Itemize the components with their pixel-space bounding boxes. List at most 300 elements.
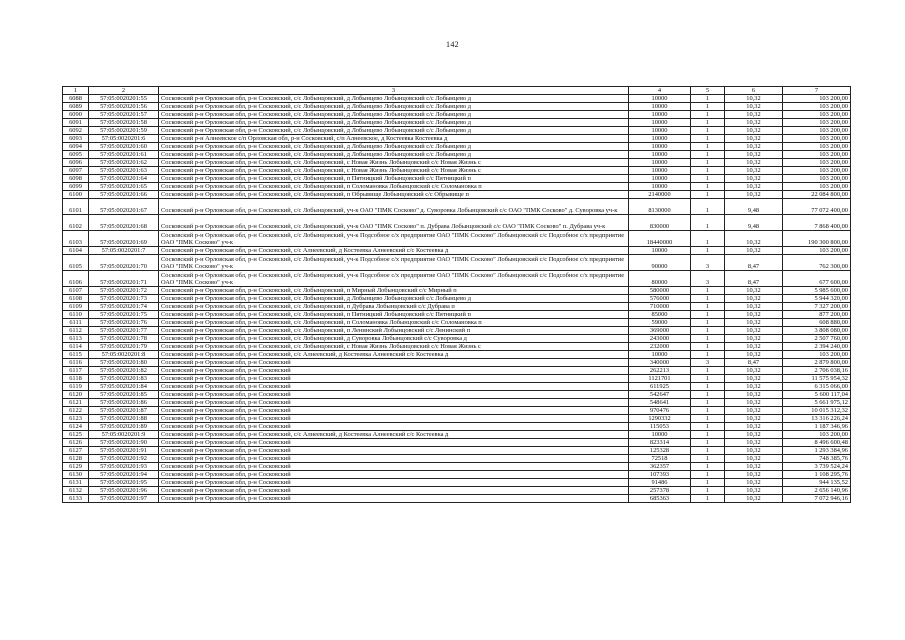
- cadastral-number-cell: 57:05:0020201:8: [89, 351, 159, 359]
- table-row: [63, 471, 851, 479]
- table-row: [63, 287, 851, 295]
- row-number-cell: 6112: [63, 327, 89, 335]
- table-row: [63, 247, 851, 255]
- row-number-cell: 6113: [63, 335, 89, 343]
- area-cell: 10000: [629, 143, 691, 151]
- rate-cell: 10,32: [725, 431, 783, 439]
- row-number-cell: 6132: [63, 487, 89, 495]
- value-cell: 5 600 117,04: [783, 391, 851, 399]
- value-cell: 103 200,00: [783, 247, 851, 255]
- quantity-cell: 1: [691, 431, 725, 439]
- quantity-cell: 3: [691, 271, 725, 287]
- quantity-cell: 1: [691, 367, 725, 375]
- table-row: [63, 447, 851, 455]
- value-cell: 103 200,00: [783, 143, 851, 151]
- row-number-cell: 6089: [63, 103, 89, 111]
- rate-cell: 10,32: [725, 399, 783, 407]
- row-number-cell: 6103: [63, 231, 89, 247]
- quantity-cell: 1: [691, 479, 725, 487]
- address-cell: Сосковский р-н Орловская обл, р-н Сосковский, с/с Лобынцовский, д Лобынцево Лобынцовский с/с Лобынцево д: [159, 111, 629, 119]
- rate-cell: 9,48: [725, 199, 783, 215]
- table-row: [63, 367, 851, 375]
- table-row: [63, 351, 851, 359]
- area-cell: 107393: [629, 471, 691, 479]
- area-cell: 10000: [629, 127, 691, 135]
- row-number-cell: 6093: [63, 135, 89, 143]
- area-cell: 232000: [629, 343, 691, 351]
- quantity-cell: 3: [691, 359, 725, 367]
- cadastral-number-cell: 57:05:0020201:93: [89, 463, 159, 471]
- row-number-cell: 6124: [63, 423, 89, 431]
- cadastral-number-cell: 57:05:0020201:76: [89, 319, 159, 327]
- rate-cell: 10,32: [725, 303, 783, 311]
- address-cell: Сосковский р-н Орловская обл, р-н Сосковский, с/с Лобынцовский, уч-к ОАО "ПМК Сосково" д. Суворовка Лобынцовский с/с ОАО "ПМК Сосково" д. Суворовка уч-к: [159, 199, 629, 215]
- table-row: [63, 375, 851, 383]
- area-cell: 823314: [629, 439, 691, 447]
- rate-cell: 10,32: [725, 103, 783, 111]
- table-row: [63, 423, 851, 431]
- value-cell: 103 200,00: [783, 127, 851, 135]
- row-number-cell: 6107: [63, 287, 89, 295]
- quantity-cell: 1: [691, 399, 725, 407]
- address-cell: Сосковский р-н Орловская обл, р-н Сосковский: [159, 495, 629, 503]
- address-cell: Сосковский р-н Орловская обл, р-н Сосковский, с/с Лобынцовский, уч-к ОАО "ПМК Сосково" п. Дубрава Лобынцовский с/с ОАО "ПМК Сосково" п. Дубрава уч-к: [159, 215, 629, 231]
- value-cell: 2 706 038,16: [783, 367, 851, 375]
- address-cell: Сосковский р-н Орловская обл, р-н Сосковский, с/с Лобынцовский, с Новая Жизнь Лобынцовский с/с Новая Жизнь с: [159, 159, 629, 167]
- row-number-cell: 6090: [63, 111, 89, 119]
- value-cell: 2 656 140,96: [783, 487, 851, 495]
- area-cell: 685363: [629, 495, 691, 503]
- table-row: [63, 383, 851, 391]
- area-cell: 580000: [629, 287, 691, 295]
- address-cell: Сосковский р-н Орловская обл, р-н Сосковский, с/с Лобынцовский, с Новая Жизнь Лобынцовский с/с Новая Жизнь с: [159, 167, 629, 175]
- value-cell: 608 880,00: [783, 319, 851, 327]
- rate-cell: 10,32: [725, 95, 783, 103]
- address-cell: Сосковский р-н Орловская обл, р-н Сосковский, с/с Лобынцовский, п Пятницкий Лобынцовский с/с Пятницкий п: [159, 311, 629, 319]
- rate-cell: 10,32: [725, 439, 783, 447]
- table-row: [63, 167, 851, 175]
- row-number-cell: 6116: [63, 359, 89, 367]
- value-cell: 103 200,00: [783, 151, 851, 159]
- area-cell: 10000: [629, 183, 691, 191]
- area-cell: 830000: [629, 215, 691, 231]
- area-cell: 10000: [629, 247, 691, 255]
- area-cell: 542647: [629, 391, 691, 399]
- row-number-cell: 6094: [63, 143, 89, 151]
- quantity-cell: 1: [691, 159, 725, 167]
- rate-cell: 10,32: [725, 287, 783, 295]
- cadastral-number-cell: 57:05:0020201:90: [89, 439, 159, 447]
- quantity-cell: 1: [691, 95, 725, 103]
- quantity-cell: 1: [691, 135, 725, 143]
- rate-cell: 8,47: [725, 359, 783, 367]
- cadastral-number-cell: 57:05:0020201:82: [89, 367, 159, 375]
- cadastral-number-cell: 57:05:0020201:92: [89, 455, 159, 463]
- value-cell: 5 985 600,00: [783, 287, 851, 295]
- quantity-cell: 1: [691, 295, 725, 303]
- value-cell: 748 385,76: [783, 455, 851, 463]
- rate-cell: 10,32: [725, 383, 783, 391]
- cadastral-number-cell: 57:05:0020201:74: [89, 303, 159, 311]
- area-cell: 10000: [629, 175, 691, 183]
- value-cell: 1 108 295,76: [783, 471, 851, 479]
- area-cell: 10000: [629, 159, 691, 167]
- row-number-cell: 6122: [63, 407, 89, 415]
- row-number-cell: 6123: [63, 415, 89, 423]
- rate-cell: 10,32: [725, 127, 783, 135]
- area-cell: 369000: [629, 327, 691, 335]
- address-cell: Сосковский р-н Орловская обл, р-н Сосковский: [159, 375, 629, 383]
- row-number-cell: 6106: [63, 271, 89, 287]
- rate-cell: 10,32: [725, 111, 783, 119]
- column-header: 3: [159, 87, 629, 95]
- cadastral-number-cell: 57:05:0020201:77: [89, 327, 159, 335]
- land-registry-table: [62, 86, 851, 503]
- rate-cell: 9,48: [725, 215, 783, 231]
- quantity-cell: 1: [691, 199, 725, 215]
- row-number-cell: 6104: [63, 247, 89, 255]
- value-cell: 103 200,00: [783, 183, 851, 191]
- cadastral-number-cell: 57:05:0020201:85: [89, 391, 159, 399]
- address-cell: Сосковский р-н Орловская обл, р-н Сосковский, с/с Алнеевский, д Костеевка Алнеевский с/с Костеевка д: [159, 431, 629, 439]
- cadastral-number-cell: 57:05:0020201:87: [89, 407, 159, 415]
- cadastral-number-cell: 57:05:0020201:63: [89, 167, 159, 175]
- table-row: [63, 255, 851, 271]
- value-cell: 944 135,52: [783, 479, 851, 487]
- value-cell: 103 200,00: [783, 175, 851, 183]
- table-row: [63, 431, 851, 439]
- quantity-cell: 1: [691, 111, 725, 119]
- table-row: [63, 487, 851, 495]
- quantity-cell: 1: [691, 311, 725, 319]
- rate-cell: 10,32: [725, 311, 783, 319]
- area-cell: 262213: [629, 367, 691, 375]
- row-number-cell: 6114: [63, 343, 89, 351]
- cadastral-number-cell: 57:05:0020201:86: [89, 399, 159, 407]
- area-cell: 10000: [629, 431, 691, 439]
- cadastral-number-cell: 57:05:0020201:7: [89, 247, 159, 255]
- column-header: 6: [725, 87, 783, 95]
- quantity-cell: 1: [691, 183, 725, 191]
- address-cell: Сосковский р-н Орловская обл, р-н Сосковский, с/с Лобынцовский, д Лобынцево Лобынцовский с/с Лобынцево д: [159, 295, 629, 303]
- cadastral-number-cell: 57:05:0020201:61: [89, 151, 159, 159]
- rate-cell: 10,32: [725, 343, 783, 351]
- cadastral-number-cell: 57:05:0020201:73: [89, 295, 159, 303]
- area-cell: 10000: [629, 167, 691, 175]
- address-cell: Сосковский р-н Орловская обл, р-н Сосковский, с/с Лобынцовский, д Лобынцево Лобынцовский с/с Лобынцево д: [159, 103, 629, 111]
- quantity-cell: 1: [691, 103, 725, 111]
- cadastral-number-cell: 57:05:0020201:67: [89, 199, 159, 215]
- address-cell: Сосковский р-н Орловская обл, р-н Сосковский, с/с Алнеевский, д Костеевка Алнеевский с/с Костеевка д: [159, 351, 629, 359]
- address-cell: Сосковский р-н Орловская обл, р-н Сосковский, с/с Лобынцовский, п Дубрава Лобынцовский с/с Дубрава п: [159, 303, 629, 311]
- value-cell: 13 316 226,24: [783, 415, 851, 423]
- cadastral-number-cell: 57:05:0020201:80: [89, 359, 159, 367]
- quantity-cell: 1: [691, 287, 725, 295]
- area-cell: 10000: [629, 119, 691, 127]
- quantity-cell: 1: [691, 191, 725, 199]
- table-row: [63, 231, 851, 247]
- cadastral-number-cell: 57:05:0020201:78: [89, 335, 159, 343]
- quantity-cell: 1: [691, 335, 725, 343]
- address-cell: Сосковский р-н Орловская обл, р-н Сосковский: [159, 415, 629, 423]
- area-cell: 8130000: [629, 199, 691, 215]
- table-row: [63, 103, 851, 111]
- value-cell: 22 084 800,00: [783, 191, 851, 199]
- cadastral-number-cell: 57:05:0020201:62: [89, 159, 159, 167]
- table-row: [63, 455, 851, 463]
- table-row: [63, 111, 851, 119]
- address-cell: Сосковский р-н Орловская обл, р-н Сосковский, с/с Лобынцовский, д Лобынцево Лобынцовский с/с Лобынцево д: [159, 119, 629, 127]
- row-number-cell: 6127: [63, 447, 89, 455]
- rate-cell: 10,32: [725, 423, 783, 431]
- area-cell: 10000: [629, 103, 691, 111]
- quantity-cell: 1: [691, 231, 725, 247]
- value-cell: 103 200,00: [783, 103, 851, 111]
- row-number-cell: 6109: [63, 303, 89, 311]
- cadastral-number-cell: 57:05:0020201:88: [89, 415, 159, 423]
- table-row: [63, 391, 851, 399]
- area-cell: 91486: [629, 479, 691, 487]
- value-cell: 8 496 600,48: [783, 439, 851, 447]
- table-row: [63, 199, 851, 215]
- table-row: [63, 191, 851, 199]
- area-cell: 2140000: [629, 191, 691, 199]
- cadastral-number-cell: 57:05:0020201:9: [89, 431, 159, 439]
- value-cell: 11 575 954,32: [783, 375, 851, 383]
- address-cell: Сосковский р-н Орловская обл, р-н Сосковский, с/с Лобынцовский, д Лобынцево Лобынцовский с/с Лобынцево д: [159, 151, 629, 159]
- address-cell: Сосковский р-н Орловская обл, р-н Сосковский: [159, 399, 629, 407]
- table-row: [63, 399, 851, 407]
- area-cell: 611925: [629, 383, 691, 391]
- value-cell: 5 944 320,00: [783, 295, 851, 303]
- address-cell: Сосковский р-н Орловская обл, р-н Сосковский, с/с Лобынцовский, уч-к Подсобное с/х предприятие ОАО "ПМК Сосково" Лобынцовский с/с Подсобное с/х предприятие ОАО "ПМК Сосково" уч-к: [159, 231, 629, 247]
- address-cell: Сосковский р-н Орловская обл, р-н Сосковский, с/с Лобынцовский, п Соломановка Лобынцовский с/с Соломановка п: [159, 319, 629, 327]
- address-cell: Сосковский р-н Орловская обл, р-н Сосковский: [159, 439, 629, 447]
- quantity-cell: 1: [691, 447, 725, 455]
- rate-cell: 8,47: [725, 255, 783, 271]
- value-cell: 103 200,00: [783, 167, 851, 175]
- quantity-cell: 1: [691, 375, 725, 383]
- rate-cell: 10,32: [725, 471, 783, 479]
- rate-cell: 10,32: [725, 231, 783, 247]
- row-number-cell: 6110: [63, 311, 89, 319]
- row-number-cell: 6131: [63, 479, 89, 487]
- quantity-cell: 1: [691, 415, 725, 423]
- rate-cell: 10,32: [725, 183, 783, 191]
- rate-cell: 10,32: [725, 143, 783, 151]
- table-row: [63, 407, 851, 415]
- table-row: [63, 175, 851, 183]
- address-cell: Сосковский р-н Орловская обл, р-н Сосковский, с/с Лобынцовский, д Лобынцево Лобынцовский с/с Лобынцево д: [159, 127, 629, 135]
- value-cell: 103 200,00: [783, 159, 851, 167]
- table-row: [63, 215, 851, 231]
- cadastral-number-cell: 57:05:0020201:55: [89, 95, 159, 103]
- value-cell: 103 200,00: [783, 111, 851, 119]
- page-number: 142: [446, 40, 459, 49]
- row-number-cell: 6088: [63, 95, 89, 103]
- rate-cell: 10,32: [725, 391, 783, 399]
- quantity-cell: 1: [691, 247, 725, 255]
- area-cell: 10000: [629, 135, 691, 143]
- table-row: [63, 135, 851, 143]
- column-header: 7: [783, 87, 851, 95]
- row-number-cell: 6105: [63, 255, 89, 271]
- value-cell: 762 300,00: [783, 255, 851, 271]
- address-cell: Сосковский р-н Орловская обл, р-н Сосковский: [159, 455, 629, 463]
- address-cell: Сосковский р-н Орловская обл, р-н Сосковский, с/с Лобынцовский, п Ленинский Лобынцовский с/с Ленинский п: [159, 327, 629, 335]
- value-cell: 2 507 760,00: [783, 335, 851, 343]
- area-cell: 10000: [629, 351, 691, 359]
- row-number-cell: 6126: [63, 439, 89, 447]
- address-cell: Сосковский р-н Орловская обл, р-н Сосковский, с/с Лобынцовский, уч-к Подсобное с/х предприятие ОАО "ПМК Сосково" Лобынцовский с/с Подсобное с/х предприятие ОАО "ПМК Сосково" уч-к: [159, 271, 629, 287]
- area-cell: 72518: [629, 455, 691, 463]
- address-cell: Сосковский р-н Орловская обл, р-н Сосковский, с/с Лобынцовский, п Обрывище Лобынцовский с/с Обрывище п: [159, 191, 629, 199]
- address-cell: Сосковский р-н Орловская обл, р-н Сосковский: [159, 463, 629, 471]
- quantity-cell: 1: [691, 455, 725, 463]
- table-row: [63, 415, 851, 423]
- table-row: [63, 183, 851, 191]
- area-cell: 576000: [629, 295, 691, 303]
- row-number-cell: 6130: [63, 471, 89, 479]
- value-cell: 2 394 240,00: [783, 343, 851, 351]
- rate-cell: 10,32: [725, 463, 783, 471]
- address-cell: Сосковский р-н Орловская обл, р-н Сосковский, с/с Лобынцовский, уч-к Подсобное с/х предприятие ОАО "ПМК Сосково" Лобынцовский с/с Подсобное с/х предприятие ОАО "ПМК Сосково" уч-к: [159, 255, 629, 271]
- table-row: [63, 343, 851, 351]
- row-number-cell: 6129: [63, 463, 89, 471]
- quantity-cell: 1: [691, 351, 725, 359]
- quantity-cell: 1: [691, 383, 725, 391]
- rate-cell: 10,32: [725, 247, 783, 255]
- cadastral-number-cell: 57:05:0020201:65: [89, 183, 159, 191]
- rate-cell: 10,32: [725, 447, 783, 455]
- row-number-cell: 6101: [63, 199, 89, 215]
- quantity-cell: 1: [691, 407, 725, 415]
- value-cell: 3 739 524,24: [783, 463, 851, 471]
- quantity-cell: 1: [691, 463, 725, 471]
- address-cell: Сосковский р-н Орловская обл, р-н Сосковский: [159, 359, 629, 367]
- cadastral-number-cell: 57:05:0020201:6: [89, 135, 159, 143]
- address-cell: Сосковский р-н Орловская обл, р-н Сосковский: [159, 479, 629, 487]
- table-row: [63, 295, 851, 303]
- cadastral-number-cell: 57:05:0020201:68: [89, 215, 159, 231]
- value-cell: 103 200,00: [783, 95, 851, 103]
- row-number-cell: 6115: [63, 351, 89, 359]
- area-cell: 80000: [629, 271, 691, 287]
- area-cell: 59000: [629, 319, 691, 327]
- row-number-cell: 6102: [63, 215, 89, 231]
- area-cell: 18440000: [629, 231, 691, 247]
- rate-cell: 10,32: [725, 295, 783, 303]
- address-cell: Сосковский р-н Орловская обл, р-н Сосковский: [159, 407, 629, 415]
- cadastral-number-cell: 57:05:0020201:58: [89, 119, 159, 127]
- area-cell: 1121701: [629, 375, 691, 383]
- table-row: [63, 159, 851, 167]
- cadastral-number-cell: 57:05:0020201:72: [89, 287, 159, 295]
- table-row: [63, 95, 851, 103]
- table-row: [63, 271, 851, 287]
- rate-cell: 10,32: [725, 367, 783, 375]
- table-row: [63, 359, 851, 367]
- rate-cell: 10,32: [725, 159, 783, 167]
- value-cell: 6 315 066,00: [783, 383, 851, 391]
- rate-cell: 10,32: [725, 487, 783, 495]
- rate-cell: 10,32: [725, 455, 783, 463]
- address-cell: Сосковский р-н Орловская обл, р-н Сосковский: [159, 391, 629, 399]
- rate-cell: 8,47: [725, 271, 783, 287]
- row-number-cell: 6121: [63, 399, 89, 407]
- value-cell: 5 661 975,12: [783, 399, 851, 407]
- quantity-cell: 1: [691, 439, 725, 447]
- cadastral-number-cell: 57:05:0020201:69: [89, 231, 159, 247]
- quantity-cell: 1: [691, 487, 725, 495]
- value-cell: 10 015 312,32: [783, 407, 851, 415]
- rate-cell: 10,32: [725, 175, 783, 183]
- area-cell: 243000: [629, 335, 691, 343]
- quantity-cell: 1: [691, 167, 725, 175]
- area-cell: 710000: [629, 303, 691, 311]
- rate-cell: 10,32: [725, 415, 783, 423]
- address-cell: Сосковский р-н Орловская обл, р-н Сосковский: [159, 423, 629, 431]
- table-row: [63, 151, 851, 159]
- quantity-cell: 1: [691, 319, 725, 327]
- address-cell: Сосковский р-н Орловская обл, р-н Сосковский: [159, 367, 629, 375]
- address-cell: Сосковский р-н Орловская обл, р-н Сосковский: [159, 383, 629, 391]
- value-cell: 190 300 800,00: [783, 231, 851, 247]
- address-cell: Сосковский р-н Орловская обл, р-н Сосковский, с/с Алнеевский, д Костеевка Алнеевский с/с Костеевка д: [159, 247, 629, 255]
- quantity-cell: 1: [691, 143, 725, 151]
- address-cell: Сосковский р-н Орловская обл, р-н Сосковский: [159, 447, 629, 455]
- cadastral-number-cell: 57:05:0020201:57: [89, 111, 159, 119]
- address-cell: Сосковский р-н Орловская обл, р-н Сосковский, с/с Лобынцовский, д Лобынцево Лобынцовский с/с Лобынцево д: [159, 143, 629, 151]
- cadastral-number-cell: 57:05:0020201:75: [89, 311, 159, 319]
- column-header: 2: [89, 87, 159, 95]
- cadastral-number-cell: 57:05:0020201:97: [89, 495, 159, 503]
- rate-cell: 10,32: [725, 479, 783, 487]
- value-cell: 3 808 080,00: [783, 327, 851, 335]
- table-row: [63, 335, 851, 343]
- rate-cell: 10,32: [725, 319, 783, 327]
- cadastral-number-cell: 57:05:0020201:64: [89, 175, 159, 183]
- table-row: [63, 311, 851, 319]
- value-cell: 677 600,00: [783, 271, 851, 287]
- row-number-cell: 6120: [63, 391, 89, 399]
- cadastral-number-cell: 57:05:0020201:56: [89, 103, 159, 111]
- quantity-cell: 3: [691, 255, 725, 271]
- rate-cell: 10,32: [725, 407, 783, 415]
- cadastral-number-cell: 57:05:0020201:59: [89, 127, 159, 135]
- row-number-cell: 6118: [63, 375, 89, 383]
- table-row: [63, 479, 851, 487]
- area-cell: 10000: [629, 111, 691, 119]
- row-number-cell: 6133: [63, 495, 89, 503]
- area-cell: 125328: [629, 447, 691, 455]
- table-row: [63, 319, 851, 327]
- area-cell: 10000: [629, 95, 691, 103]
- value-cell: 7 868 400,00: [783, 215, 851, 231]
- rate-cell: 10,32: [725, 495, 783, 503]
- area-cell: 362357: [629, 463, 691, 471]
- table-row: [63, 143, 851, 151]
- cadastral-number-cell: 57:05:0020201:91: [89, 447, 159, 455]
- value-cell: 103 200,00: [783, 351, 851, 359]
- value-cell: 2 879 800,00: [783, 359, 851, 367]
- table-row: [63, 327, 851, 335]
- rate-cell: 10,32: [725, 351, 783, 359]
- rate-cell: 10,32: [725, 335, 783, 343]
- rate-cell: 10,32: [725, 119, 783, 127]
- table-row: [63, 119, 851, 127]
- table-row: [63, 463, 851, 471]
